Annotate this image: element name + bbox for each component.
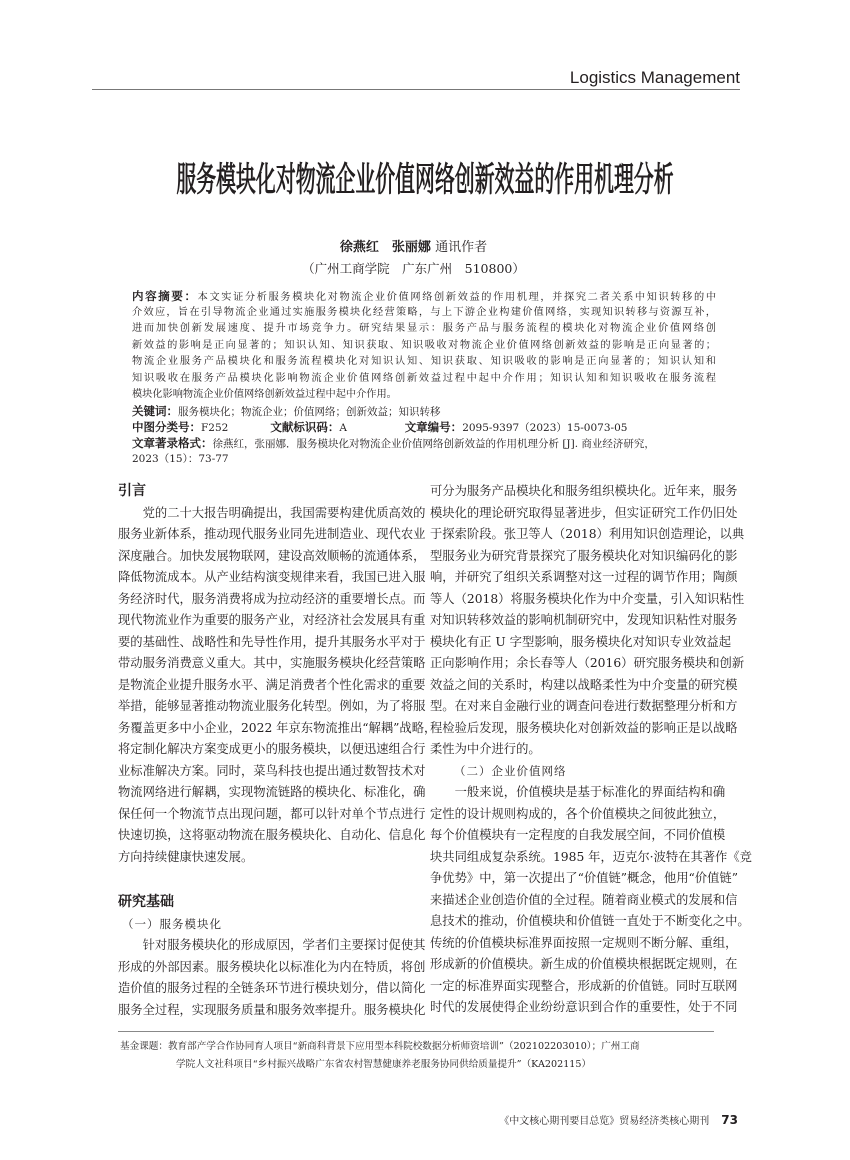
footnote-rule <box>118 1031 714 1032</box>
doc-code-value: A <box>339 422 347 434</box>
classification-value: F252 <box>201 422 229 434</box>
body-text-line: 形成新的价值模块。新生成的价值模块根据既定规则，在 <box>430 957 738 971</box>
right-column <box>430 481 752 1019</box>
body-text-line: 要的基础性、战略性和先导性作用，提升其服务水平对于 <box>118 634 426 649</box>
header-rule <box>92 89 740 90</box>
abstract-label: 内容摘要： <box>132 289 198 303</box>
subsection-heading: （二）企业价值网络 <box>454 763 567 778</box>
author-names: 徐燕红 张丽娜 <box>339 240 431 255</box>
article-no-label: 文章编号： <box>404 420 463 434</box>
citation-line2: 2023（15）：73-77 <box>132 453 229 465</box>
keywords <box>132 403 441 419</box>
subsection-heading: （一）服务模块化 <box>122 916 222 931</box>
citation <box>132 435 716 451</box>
body-text-line: 息技术的推动，价值模块和价值链一直处于不断变化之中。 <box>430 914 750 928</box>
abstract-line: 模块化影响物流企业价值网络创新效益过程中起中介作用。 <box>132 389 397 400</box>
keywords-value: 服务模块化；物流企业；价值网络；创新效益；知识转移 <box>178 406 441 418</box>
body-text-line: 保任何一个物流节点出现问题，都可以针对单个节点进行 <box>118 806 426 821</box>
body-text-line: 党的二十大报告明确提出，我国需要构建优质高效的 <box>142 505 426 520</box>
classification-row <box>132 419 627 435</box>
running-head: Logistics Management <box>569 68 740 87</box>
abstract-line: 知识吸收在服务产品模块化影响物流企业价值网络创新效益过程中起中介作用；知识认知和知识吸收在服务流程 <box>132 372 716 384</box>
abstract-line: 介效应，旨在引导物流企业通过实施服务模块化经营策略，与上下游企业构建价值网络，实现知识转移与资源互补， <box>132 306 716 318</box>
body-text-line: 争优势》中，第一次提出了“价值链”概念，他用“价值链” <box>430 871 738 885</box>
paragraph-gap <box>118 868 405 892</box>
body-text-line: 程检验后发现，服务模块化对创新效益的影响正是以战略 <box>430 720 738 735</box>
body-text-line: 降低物流成本。从产业结构演变规律来看，我国已进入服 <box>118 570 426 584</box>
body-text-line: 服务业新体系，推动现代服务业同先进制造业、现代农业 <box>118 527 426 541</box>
fund-label: 基金课题： <box>120 1041 168 1052</box>
abstract-line: 内容摘要：本文实证分析服务模块化对物流企业价值网络创新效益的作用机理，并探究二者关系中知识转移的中 <box>132 289 717 303</box>
page-footer <box>400 1112 738 1127</box>
body-text-line: 响，并研究了组织关系调整对这一过程的调节作用；陶颜 <box>430 570 738 584</box>
body-text-line: 模块化的理论研究取得显著进步，但实证研究工作仍旧处 <box>430 505 738 520</box>
fund-line1: 教育部产学合作协同育人项目“新商科背景下应用型本科院校数据分析师资培训”（202102203010）；广州工商 <box>167 1041 640 1052</box>
body-text-line: 时代的发展使得企业纷纷意识到合作的重要性，处于不同 <box>430 1000 738 1014</box>
body-text-line: 来描述企业创造价值的全过程。随着商业模式的发展和信 <box>430 892 738 907</box>
body-text-line: 于探索阶段。张卫等人（2018）利用知识创造理论，以典 <box>430 527 745 541</box>
body-text-line: 形成的外部因素。服务模块化以标准化为内在特质，将创 <box>118 959 426 974</box>
body-text-line: 造价值的服务过程的全链条环节进行模块划分，借以简化 <box>118 981 426 995</box>
author-role: 通讯作者 <box>435 240 488 255</box>
fund-line2: 学院人文社科项目“乡村振兴战略广东省农村智慧健康养老服务协同供给质量提升”（KA202115） <box>176 1059 592 1070</box>
body-text-line: 针对服务模块化的形成原因，学者们主要探讨促使其 <box>142 938 426 952</box>
abstract-line: 进而加快创新发展速度、提升市场竞争力。研究结果显示：服务产品与服务流程的模块化对物流企业价值网络创 <box>132 323 716 334</box>
body-text-line: 每个价值模块有一定程度的自我发展空间，不同价值模 <box>430 828 726 842</box>
classification-label: 中图分类号： <box>132 420 201 434</box>
fund-note <box>120 1038 640 1056</box>
body-text-line: 柔性为中介进行的。 <box>430 742 541 756</box>
article-title-text: 服务模块化对物流企业价值网络创新效益的作用机理分析 <box>176 160 674 200</box>
body-text-line: 可分为服务产品模块化和服务组织模块化。近年来，服务 <box>430 484 738 498</box>
doc-code-label: 文献标识码： <box>270 420 340 434</box>
journal-name: 《中文核心期刊要目总览》贸易经济类核心期刊 <box>499 1116 710 1127</box>
authors <box>0 236 827 255</box>
body-text-line: 务经济时代，服务消费将成为拉动经济的重要增长点。而 <box>118 591 426 606</box>
body-text-line: 物流网络进行解耦，实现物流链路的模块化、标准化，确 <box>118 785 426 799</box>
body-text-line: 一定的标准界面实现整合，形成新的价值链。同时互联网 <box>430 978 738 993</box>
citation-label: 文章著录格式： <box>132 436 213 450</box>
citation-text: 徐燕红，张丽娜．服务模块化对物流企业价值网络创新效益的作用机理分析 [J]. 商业经济研究， <box>212 438 655 450</box>
article-title <box>0 160 827 200</box>
body-text-line: 等人（2018）将服务模块化作为中介变量，引入知识粘性 <box>430 591 745 606</box>
body-text-line: 现代物流业作为重要的服务产业，对经济社会发展具有重 <box>118 613 426 627</box>
abstract <box>132 288 716 404</box>
left-column <box>118 481 437 1021</box>
body-text-line: 型。在对来自金融行业的调查问卷进行数据整理分析和方 <box>430 699 738 713</box>
abstract-line: 物流企业服务产品模块化和服务流程模块化对知识认知、知识获取、知识吸收的影响是正向显著的；知识认知和 <box>132 356 716 367</box>
body-text-line: 将定制化解决方案变成更小的服务模块，以便迅速组合行 <box>118 742 426 756</box>
body-text-line: 正向影响作用；余长春等人（2016）研究服务模块和创新 <box>430 656 745 670</box>
section-heading: 研究基础 <box>118 894 174 910</box>
body-text-line: 一般来说，价值模块是基于标准化的界面结构和确 <box>454 785 726 799</box>
body-text-line: 定性的设计规则构成的，各个价值模块之间彼此独立， <box>430 806 726 821</box>
body-text-line: 型服务业为研究背景探究了服务模块化对知识编码化的影 <box>430 548 738 563</box>
body-text-line: 深度融合。加快发展物联网，建设高效顺畅的流通体系， <box>118 548 426 563</box>
body-text-line: 带动服务消费意义重大。其中，实施服务模块化经营策略 <box>118 656 426 670</box>
abstract-line: 新效益的影响是正向显著的；知识认知、知识获取、知识吸收对物流企业价值网络创新效益的影响是正向显著的； <box>132 339 716 351</box>
body-text-line: 对知识转移效益的影响机制研究中，发现知识粘性对服务 <box>430 613 738 627</box>
body-text-line: 务覆盖更多中小企业，2022 年京东物流推出“解耦”战略， <box>118 720 437 735</box>
body-text-line: 效益之间的关系时，构建以战略柔性为中介变量的研究模 <box>430 677 738 692</box>
affiliation: （广州工商学院 广东广州 510800） <box>302 261 525 276</box>
section-heading: 引言 <box>118 483 146 499</box>
body-text-line: 传统的价值模块标准界面按照一定规则不断分解、重组， <box>430 935 738 950</box>
page-number: 73 <box>721 1113 738 1127</box>
keywords-label: 关键词： <box>132 404 178 418</box>
body-text-line: 模块化有正 U 字型影响，服务模块化对知识专业效益起 <box>430 634 732 649</box>
article-no-value: 2095-9397（2023）15-0073-05 <box>462 422 628 434</box>
body-text-line: 是物流企业提升服务水平、满足消费者个性化需求的重要 <box>118 677 426 692</box>
body-text-line: 业标准解决方案。同时，菜鸟科技也提出通过数智技术对 <box>118 763 426 778</box>
body-text-line: 举措，能够显著推动物流业服务化转型。例如，为了将服 <box>118 699 426 713</box>
body-text-line: 方向持续健康快速发展。 <box>118 849 254 864</box>
body-text-line: 快速切换，这将驱动物流在服务模块化、自动化、信息化 <box>118 828 426 842</box>
body-text-line: 块共同组成复杂系统。1985 年，迈克尔·波特在其著作《竞 <box>430 849 752 864</box>
body-text-line: 服务全过程，实现服务质量和服务效率提升。服务模块化 <box>118 1002 426 1017</box>
